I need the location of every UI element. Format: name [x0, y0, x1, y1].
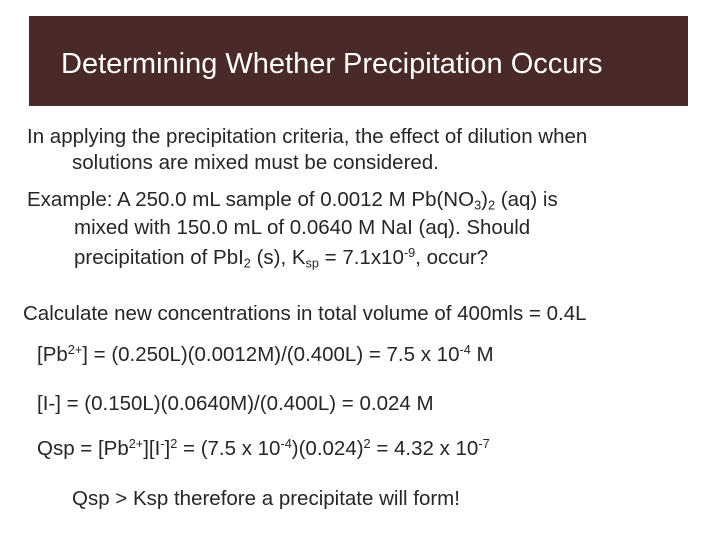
- superscript: 2: [363, 436, 371, 451]
- superscript: -: [160, 436, 165, 451]
- example-text: = 7.1x10: [318, 245, 404, 269]
- subscript: 3: [474, 197, 482, 213]
- calc-header: Calculate new concentrations in total volume of 400mls = 0.4L: [23, 302, 587, 325]
- intro-line-2: solutions are mixed must be considered.: [72, 151, 439, 174]
- subscript: 2: [243, 255, 251, 271]
- superscript: -4: [280, 436, 292, 451]
- example-text: Example: A 250.0 mL sample of 0.0012 M Pb(NO: [27, 188, 475, 211]
- calc-text: )(0.024): [291, 436, 364, 460]
- superscript: -4: [459, 342, 471, 357]
- calc-text: ] = (0.250L)(0.0012M)/(0.400L) = 7.5 x 10: [82, 342, 460, 366]
- example-text: (aq) is: [495, 188, 558, 211]
- conclusion-line: Qsp > Ksp therefore a precipitate will form!: [72, 487, 460, 510]
- subscript: 2: [487, 197, 496, 213]
- calc-text: = 4.32 x 10: [370, 436, 479, 460]
- example-line-1: [27, 188, 558, 213]
- calc-text: ]: [164, 436, 171, 460]
- qsp-line: [37, 436, 490, 461]
- slide-title: Determining Whether Precipitation Occurs: [61, 48, 603, 80]
- pb-concentration-line: [37, 342, 494, 367]
- superscript: -9: [403, 245, 416, 260]
- calc-text: = (7.5 x 10: [177, 436, 281, 460]
- superscript: -7: [478, 436, 490, 451]
- superscript: 2+: [128, 436, 144, 451]
- example-text: precipitation of PbI: [74, 245, 244, 269]
- example-line-2: mixed with 150.0 mL of 0.0640 M NaI (aq). Should: [74, 216, 531, 239]
- title-bar: [29, 16, 688, 106]
- intro-line-1: In applying the precipitation criteria, the effect of dilution when: [27, 125, 588, 148]
- subscript: sp: [305, 255, 319, 271]
- superscript: 2+: [67, 342, 83, 357]
- example-text: ): [481, 188, 488, 211]
- iodide-concentration-line: [I-] = (0.150L)(0.0640M)/(0.400L) = 0.024 M: [37, 392, 434, 415]
- calc-text: [Pb: [37, 342, 68, 366]
- example-line-3: [74, 245, 488, 271]
- calc-text: ][I: [143, 436, 161, 460]
- example-text: (s), K: [250, 245, 306, 269]
- calc-text: Qsp = [Pb: [37, 436, 129, 460]
- superscript: 2: [170, 436, 178, 451]
- example-text: , occur?: [415, 245, 489, 269]
- calc-text: M: [470, 342, 494, 366]
